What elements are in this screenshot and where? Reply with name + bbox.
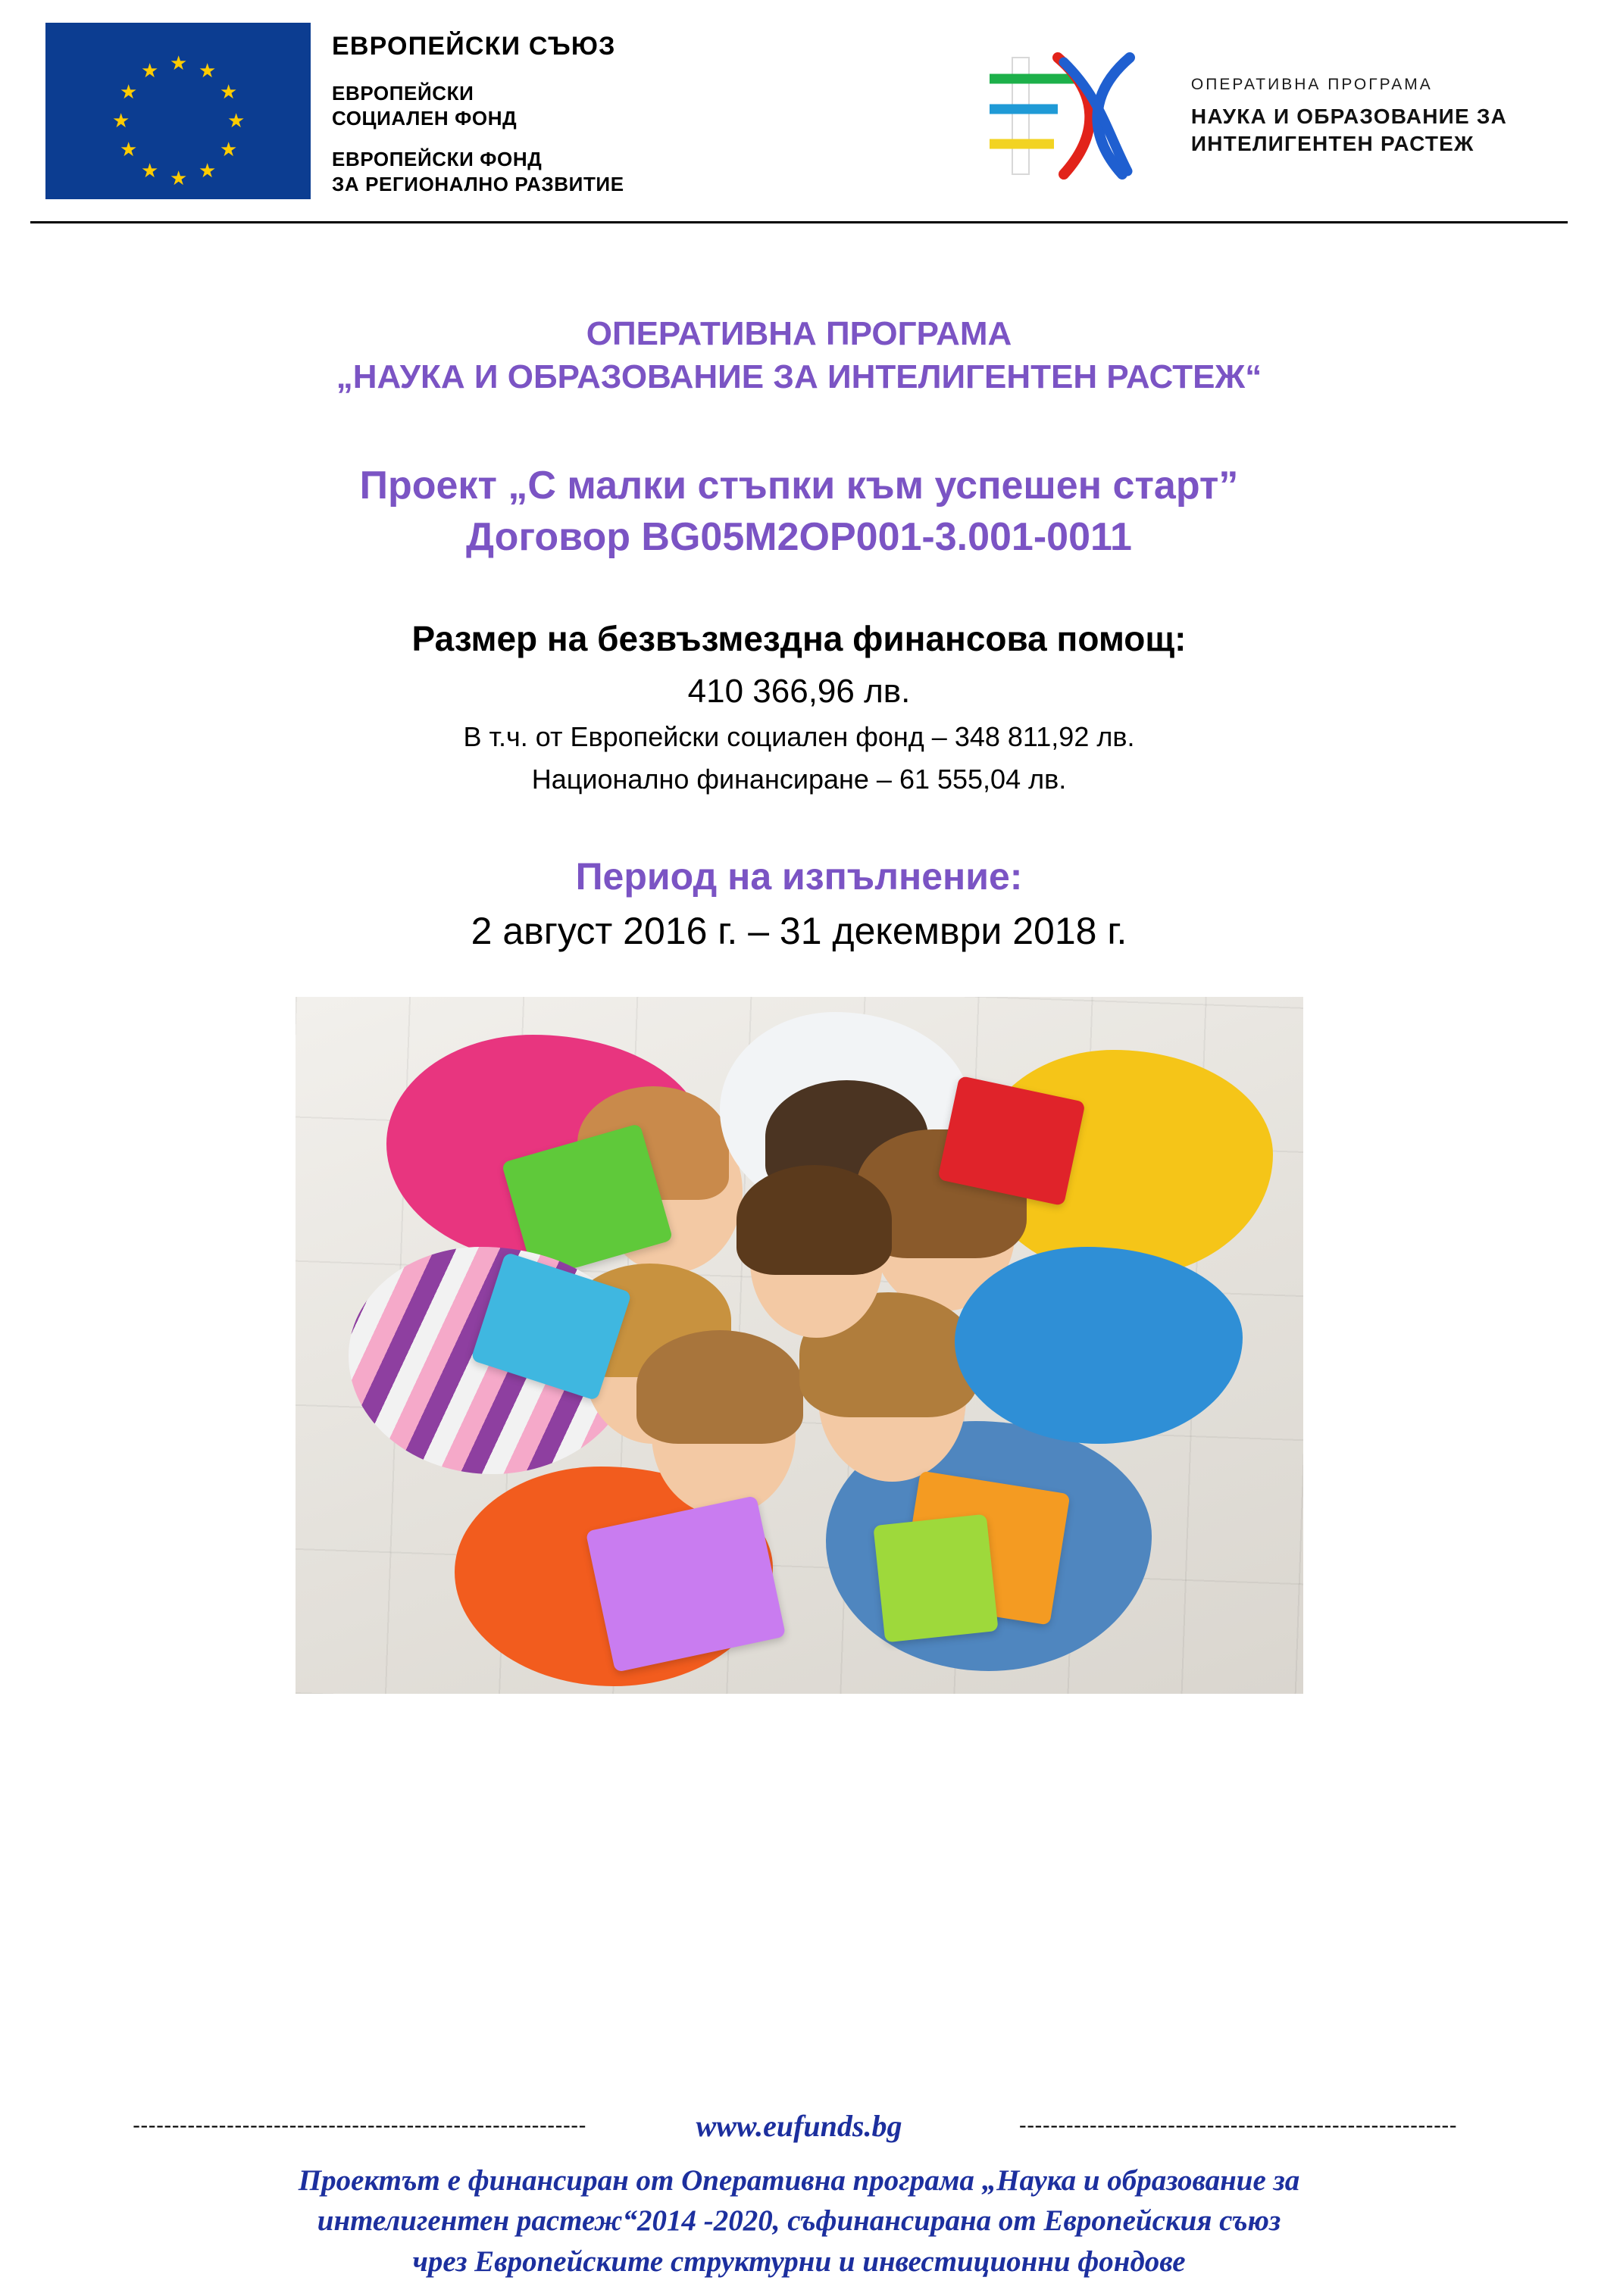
header-divider [30,221,1568,223]
footer-dashes-left: ---------------------------------------------------------- [133,2115,587,2137]
program-name-line1: ОПЕРАТИВНА ПРОГРАМА [586,315,1012,352]
op-program-mark-icon [967,52,1171,180]
eu-fund-erdf-line1: ЕВРОПЕЙСКИ ФОНД [332,148,543,170]
eu-title: ЕВРОПЕЙСКИ СЪЮЗ [332,32,616,61]
footer-disclaimer-line2: интелигентен растеж“2014 -2020, съфинансирана от Европейския съюз [317,2204,1281,2238]
footer-dashes-right: -------------------------------------------------------- [1019,2115,1458,2137]
grant-national-share: Национално финансиране – 61 555,04 лв. [531,763,1067,795]
period-label: Период на изпълнение: [575,854,1023,898]
program-name [45,312,1553,398]
eu-fund-esf-line2: СОЦИАЛЕН ФОНД [332,106,518,130]
document-header [0,0,1598,227]
eu-stars-circle: ★ ★ ★ ★ ★ ★ ★ ★ ★ ★ ★ ★ [112,51,245,189]
project-title [45,461,1553,563]
period-value: 2 август 2016 г. – 31 декември 2018 г. [471,909,1127,952]
op-logo-block [967,23,1507,180]
grant-label: Размер на безвъзмездна финансова помощ: [411,618,1187,658]
project-contract-number: Договор BG05M2OP001-3.001-0011 [466,514,1132,559]
document-body [0,312,1598,1694]
footer-disclaimer-line1: Проектът е финансиран от Оперативна програма „Наука и образование за [298,2163,1300,2197]
grant-amount: 410 366,96 лв. [687,672,911,710]
document-footer [0,2108,1598,2282]
eufunds-link[interactable]: www.eufunds.bg [696,2108,902,2143]
program-name-line2: „НАУКА И ОБРАЗОВАНИЕ ЗА ИНТЕЛИГЕНТЕН РАСТЕЖ“ [336,358,1262,396]
op-logo-big-line2: ИНТЕЛИГЕНТЕН РАСТЕЖ [1190,132,1474,156]
eu-fund-erdf [332,147,624,196]
photo-hair-7 [736,1165,892,1275]
op-logo-small: ОПЕРАТИВНА ПРОГРАМА [1190,76,1433,93]
photo-hair-5 [636,1330,803,1444]
footer-disclaimer-line3: чрез Европейските структурни и инвестиционни фондове [412,2245,1186,2279]
eu-fund-erdf-line2: ЗА РЕГИОНАЛНО РАЗВИТИЕ [332,172,624,195]
children-photo [296,997,1303,1694]
photo-book-lime [873,1513,998,1642]
grant-esf-share: В т.ч. от Европейски социален фонд – 348 811,92 лв. [463,720,1135,752]
eu-fund-esf-line1: ЕВРОПЕЙСКИ [332,82,474,105]
eu-flag-icon [45,23,311,199]
project-title-line1: Проект „С малки стъпки към успешен старт” [359,464,1239,508]
eu-logo-block [45,23,624,199]
op-logo-big-line1: НАУКА И ОБРАЗОВАНИЕ ЗА [1190,105,1507,129]
eu-logo-text [332,23,624,196]
eu-fund-esf [332,81,624,130]
footer-url-row [34,2108,1564,2144]
op-logo-text [1191,74,1507,158]
footer-disclaimer [34,2160,1564,2282]
